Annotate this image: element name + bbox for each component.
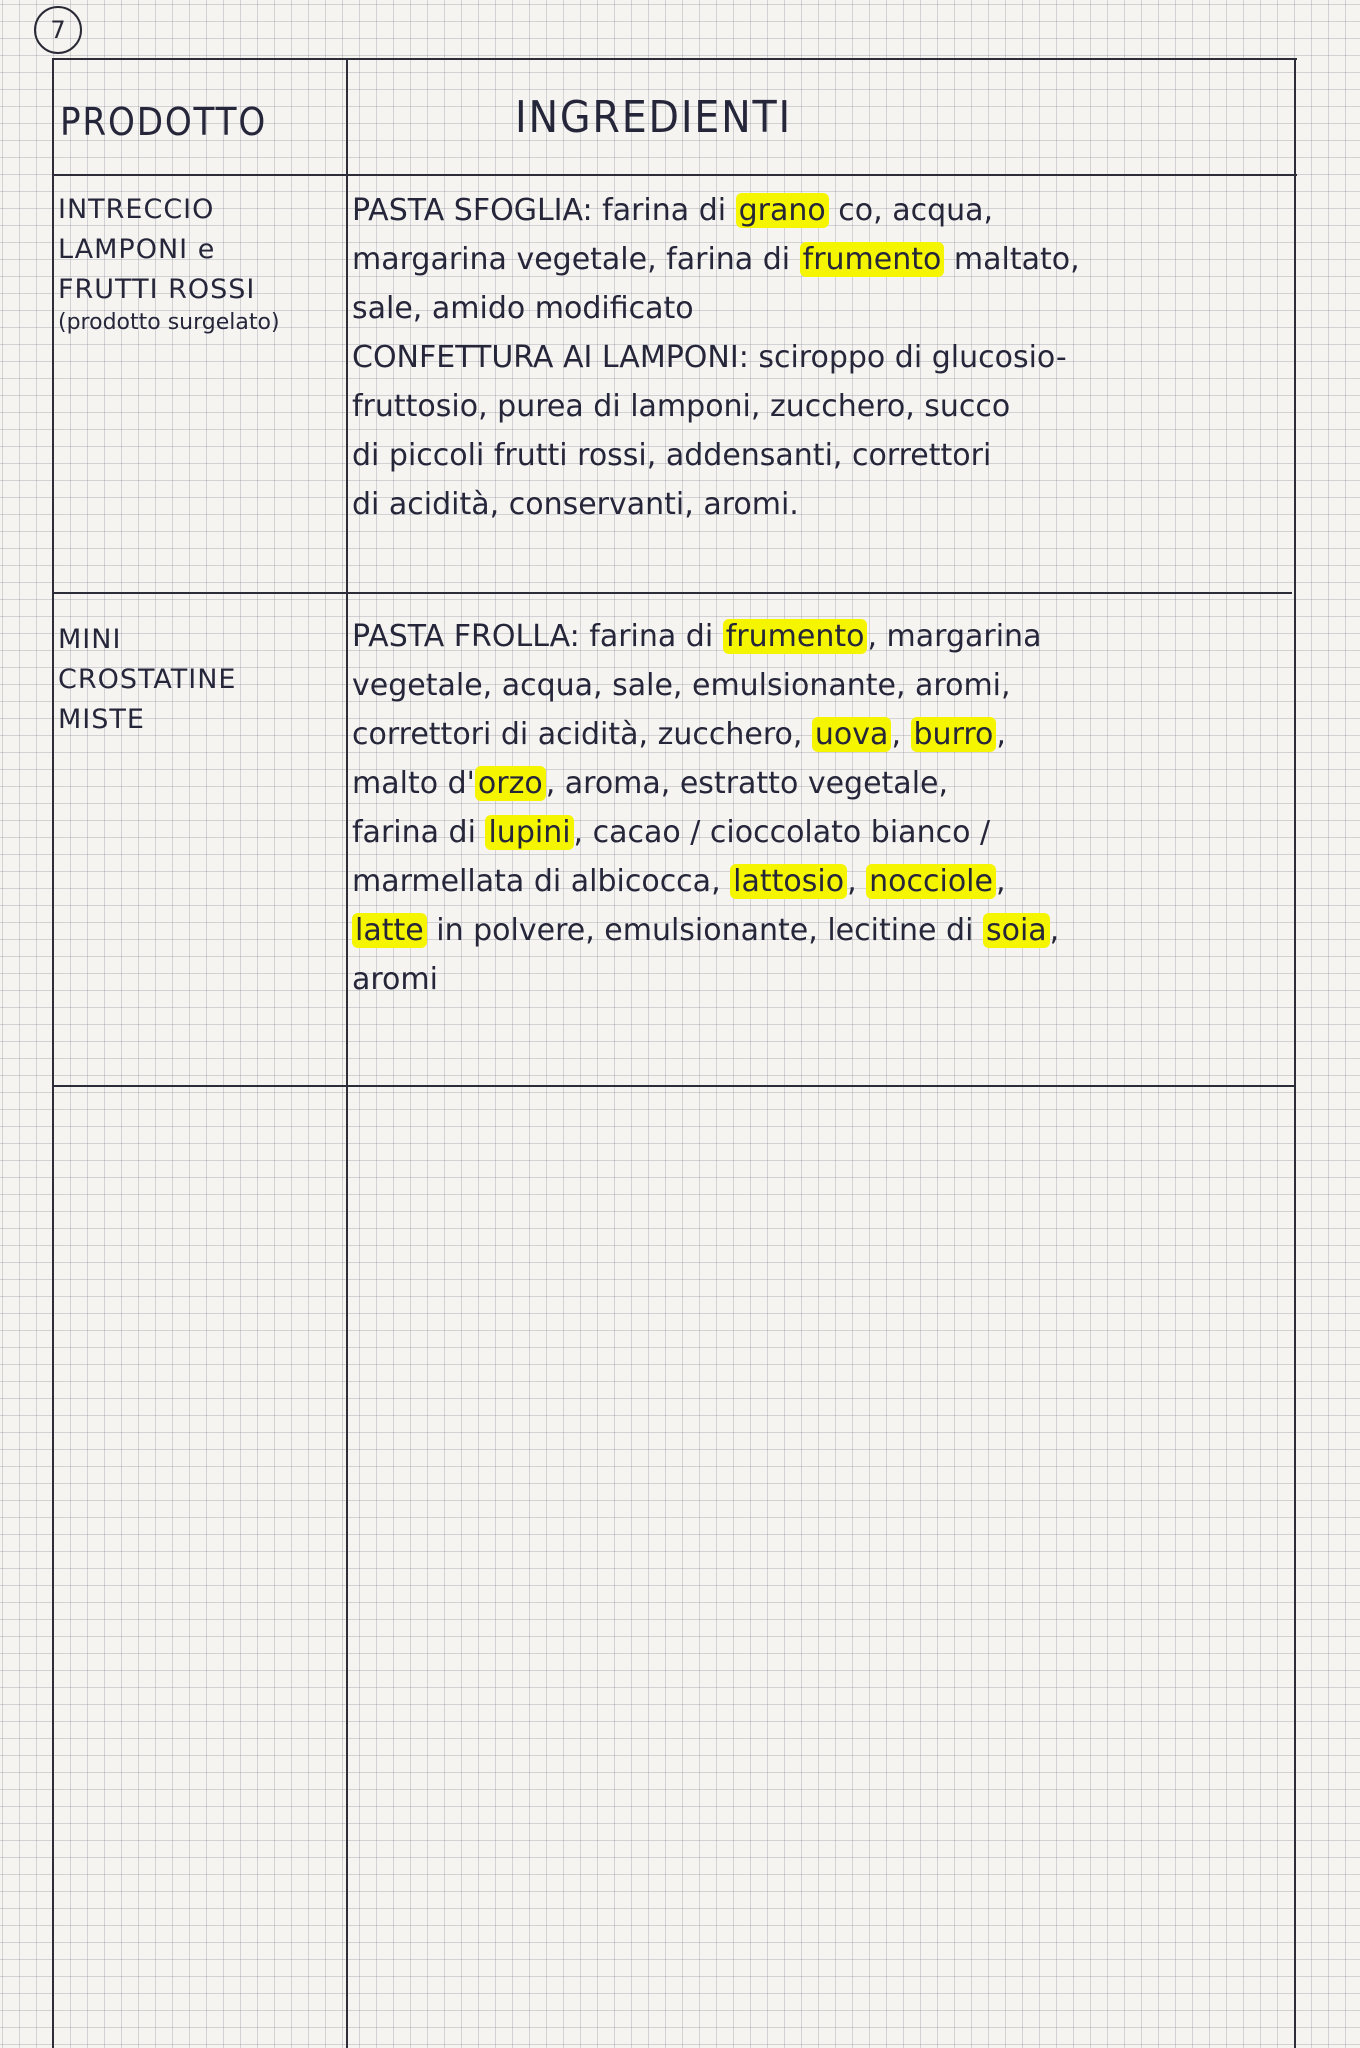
- ingredients-cell-row-1: [352, 186, 1287, 529]
- ingredient-text: ,: [996, 717, 1006, 752]
- ingredient-text: ,: [1049, 913, 1060, 948]
- highlighted-allergen: grano: [736, 193, 829, 228]
- ingredient-text: CONFETTURA AI LAMPONI: sciroppo di glucosio-: [352, 340, 1067, 375]
- ingredient-text: di piccoli frutti rossi, addensanti, correttori: [352, 438, 992, 473]
- product-note: (prodotto surgelato): [58, 310, 280, 335]
- ingredient-line: [352, 235, 1287, 284]
- ingredient-text: farina di: [352, 815, 486, 850]
- ingredient-text: di acidità, conservanti, aromi.: [352, 487, 799, 522]
- ingredient-line: [352, 808, 1287, 857]
- ingredient-text: fruttosio, purea di lamponi, zucchero, succo: [352, 389, 1011, 424]
- product-name-line: CROSTATINE: [58, 664, 237, 695]
- table-top-border: [52, 58, 1297, 60]
- column-header-product: PRODOTTO: [60, 100, 268, 144]
- product-name-line: MINI: [58, 624, 122, 655]
- ingredient-line: [352, 710, 1287, 759]
- ingredient-text: in polvere, emulsionante, lecitine di: [426, 913, 983, 948]
- ingredient-text: , aroma, estratto vegetale,: [545, 766, 949, 801]
- ingredient-line: [352, 857, 1287, 906]
- highlighted-allergen: uova: [812, 717, 892, 752]
- column-divider: [346, 58, 348, 2048]
- ingredient-text: correttori di acidità, zucchero,: [352, 717, 812, 752]
- ingredient-line: [352, 612, 1287, 661]
- page-number: 7: [34, 6, 82, 54]
- highlighted-allergen: lattosio: [730, 864, 847, 899]
- ingredient-text: PASTA SFOGLIA: farina di: [352, 193, 736, 228]
- ingredient-line: [352, 906, 1287, 955]
- product-name-line: FRUTTI ROSSI: [58, 274, 256, 305]
- row1-bottom-border: [52, 592, 1292, 594]
- highlighted-allergen: latte: [352, 913, 427, 948]
- ingredient-line: [352, 759, 1287, 808]
- ingredient-text: ,: [891, 717, 911, 752]
- highlighted-allergen: orzo: [475, 766, 546, 801]
- ingredient-text: malto d': [352, 766, 475, 801]
- ingredient-line: [352, 186, 1287, 235]
- product-name-line: MISTE: [58, 704, 145, 735]
- table-left-border: [52, 58, 54, 2048]
- highlighted-allergen: frumento: [723, 619, 868, 654]
- ingredient-text: marmellata di albicocca,: [352, 864, 731, 899]
- ingredient-text: co, acqua,: [828, 193, 994, 228]
- column-header-ingredients: INGREDIENTI: [515, 92, 793, 143]
- ingredient-text: ,: [995, 864, 1006, 899]
- product-name-line: LAMPONI e: [58, 234, 216, 265]
- ingredient-line: [352, 431, 1287, 480]
- highlighted-allergen: soia: [983, 913, 1050, 948]
- highlighted-allergen: nocciole: [866, 864, 996, 899]
- ingredient-text: , cacao / cioccolato bianco /: [573, 815, 991, 850]
- ingredient-text: vegetale, acqua, sale, emulsionante, aromi,: [352, 668, 1011, 703]
- ingredient-line: [352, 480, 1287, 529]
- ingredient-text: margarina vegetale, farina di: [352, 242, 800, 277]
- ingredient-text: PASTA FROLLA: farina di: [352, 619, 723, 654]
- product-name-line: INTRECCIO: [58, 194, 215, 225]
- ingredients-cell-row-2: [352, 612, 1287, 1004]
- ingredient-text: maltato,: [944, 242, 1080, 277]
- table-right-border: [1294, 58, 1296, 2048]
- header-bottom-border: [52, 174, 1297, 176]
- product-cell-row-1: [58, 190, 358, 336]
- ingredient-line: [352, 382, 1287, 431]
- ingredient-line: [352, 661, 1287, 710]
- highlighted-allergen: lupini: [485, 815, 573, 850]
- highlighted-allergen: burro: [911, 717, 997, 752]
- ingredient-text: ,: [847, 864, 867, 899]
- row2-bottom-border: [52, 1085, 1294, 1087]
- ingredient-line: [352, 284, 1287, 333]
- ingredient-text: aromi: [352, 962, 438, 997]
- ingredient-line: [352, 333, 1287, 382]
- product-cell-row-2: [58, 620, 358, 740]
- ingredient-text: sale, amido modificato: [352, 291, 694, 326]
- highlighted-allergen: frumento: [800, 242, 945, 277]
- ingredient-text: , margarina: [867, 619, 1042, 654]
- ingredient-line: [352, 955, 1287, 1004]
